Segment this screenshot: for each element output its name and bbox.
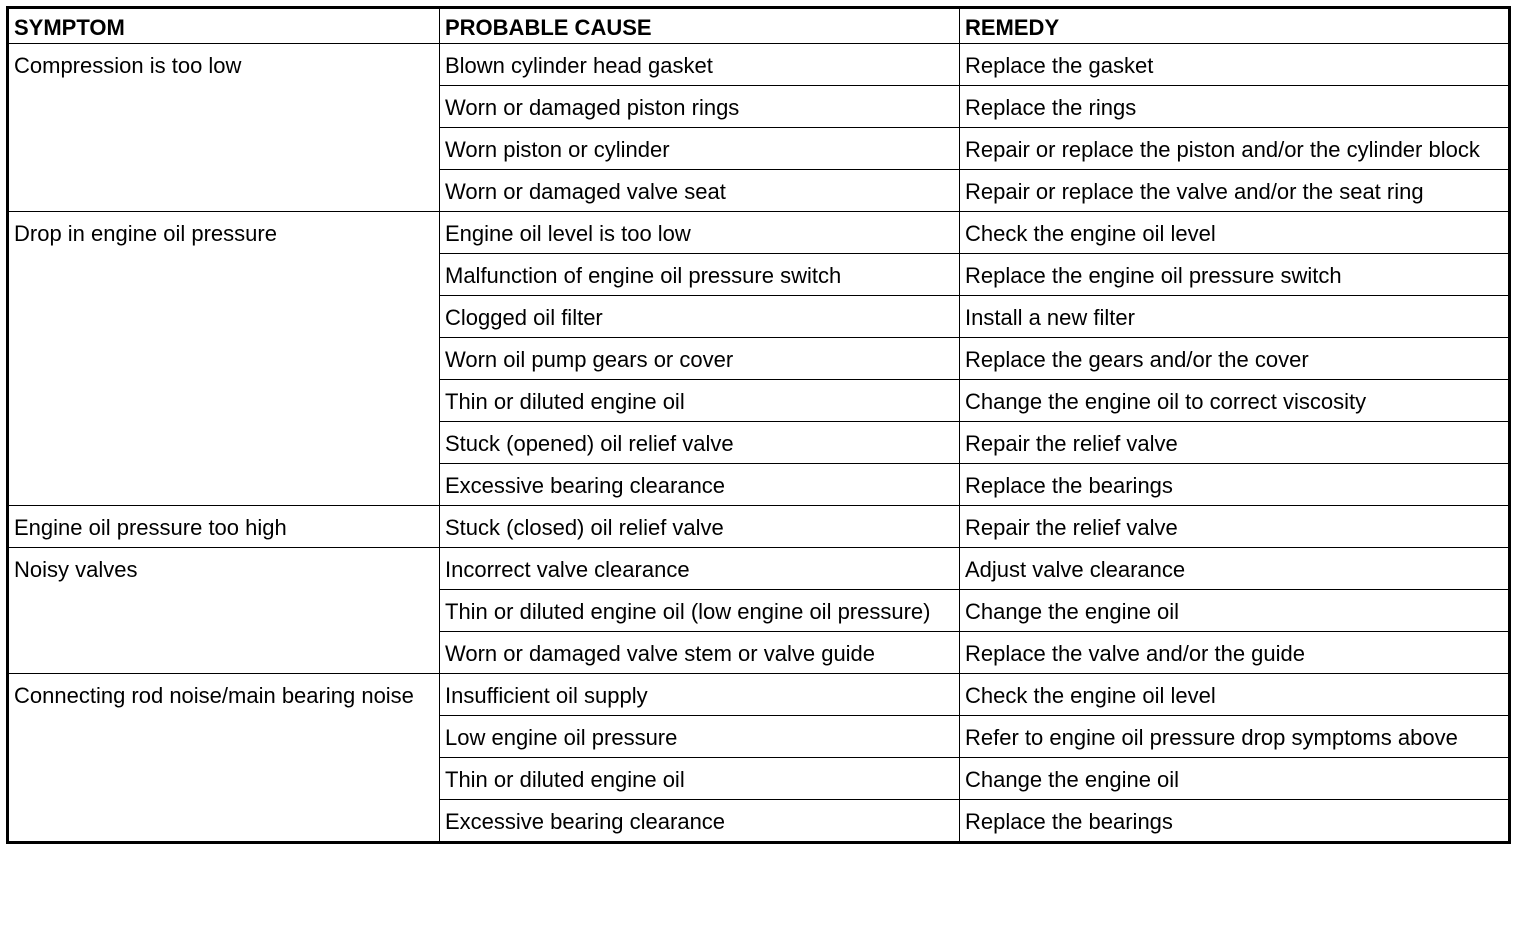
cause-cell: Engine oil level is too low — [440, 212, 960, 254]
remedy-cell: Replace the valve and/or the guide — [960, 632, 1510, 674]
header-row — [8, 8, 1510, 44]
remedy-cell: Replace the rings — [960, 86, 1510, 128]
cause-cell: Worn piston or cylinder — [440, 128, 960, 170]
table-row — [8, 212, 1510, 254]
cause-cell: Worn or damaged piston rings — [440, 86, 960, 128]
cause-cell: Thin or diluted engine oil — [440, 758, 960, 800]
remedy-cell: Change the engine oil — [960, 590, 1510, 632]
cause-cell: Malfunction of engine oil pressure switch — [440, 254, 960, 296]
cause-cell: Blown cylinder head gasket — [440, 44, 960, 86]
troubleshooting-table — [6, 6, 1511, 844]
remedy-cell: Replace the gears and/or the cover — [960, 338, 1510, 380]
remedy-cell: Install a new filter — [960, 296, 1510, 338]
cause-cell: Excessive bearing clearance — [440, 800, 960, 843]
remedy-cell: Change the engine oil to correct viscosity — [960, 380, 1510, 422]
cause-cell: Stuck (closed) oil relief valve — [440, 506, 960, 548]
remedy-cell: Replace the engine oil pressure switch — [960, 254, 1510, 296]
cause-cell: Thin or diluted engine oil (low engine oil pressure) — [440, 590, 960, 632]
cause-cell: Incorrect valve clearance — [440, 548, 960, 590]
symptom-cell: Drop in engine oil pressure — [8, 212, 440, 506]
cause-cell: Clogged oil filter — [440, 296, 960, 338]
cause-cell: Worn oil pump gears or cover — [440, 338, 960, 380]
remedy-cell: Refer to engine oil pressure drop symptoms above — [960, 716, 1510, 758]
remedy-cell: Change the engine oil — [960, 758, 1510, 800]
remedy-cell: Replace the bearings — [960, 464, 1510, 506]
table-row — [8, 674, 1510, 716]
remedy-cell: Replace the gasket — [960, 44, 1510, 86]
header-symptom: SYMPTOM — [8, 8, 440, 44]
symptom-cell: Connecting rod noise/main bearing noise — [8, 674, 440, 843]
cause-cell: Excessive bearing clearance — [440, 464, 960, 506]
remedy-cell: Repair or replace the piston and/or the cylinder block — [960, 128, 1510, 170]
symptom-cell: Noisy valves — [8, 548, 440, 674]
table-row — [8, 44, 1510, 86]
remedy-cell: Adjust valve clearance — [960, 548, 1510, 590]
table-body — [8, 44, 1510, 843]
symptom-cell: Engine oil pressure too high — [8, 506, 440, 548]
table-row — [8, 548, 1510, 590]
header-remedy: REMEDY — [960, 8, 1510, 44]
remedy-cell: Repair or replace the valve and/or the seat ring — [960, 170, 1510, 212]
cause-cell: Insufficient oil supply — [440, 674, 960, 716]
symptom-cell: Compression is too low — [8, 44, 440, 212]
remedy-cell: Check the engine oil level — [960, 212, 1510, 254]
remedy-cell: Repair the relief valve — [960, 422, 1510, 464]
header-probable-cause: PROBABLE CAUSE — [440, 8, 960, 44]
cause-cell: Low engine oil pressure — [440, 716, 960, 758]
cause-cell: Worn or damaged valve seat — [440, 170, 960, 212]
cause-cell: Stuck (opened) oil relief valve — [440, 422, 960, 464]
remedy-cell: Replace the bearings — [960, 800, 1510, 843]
cause-cell: Worn or damaged valve stem or valve guide — [440, 632, 960, 674]
cause-cell: Thin or diluted engine oil — [440, 380, 960, 422]
table-row — [8, 506, 1510, 548]
remedy-cell: Repair the relief valve — [960, 506, 1510, 548]
remedy-cell: Check the engine oil level — [960, 674, 1510, 716]
